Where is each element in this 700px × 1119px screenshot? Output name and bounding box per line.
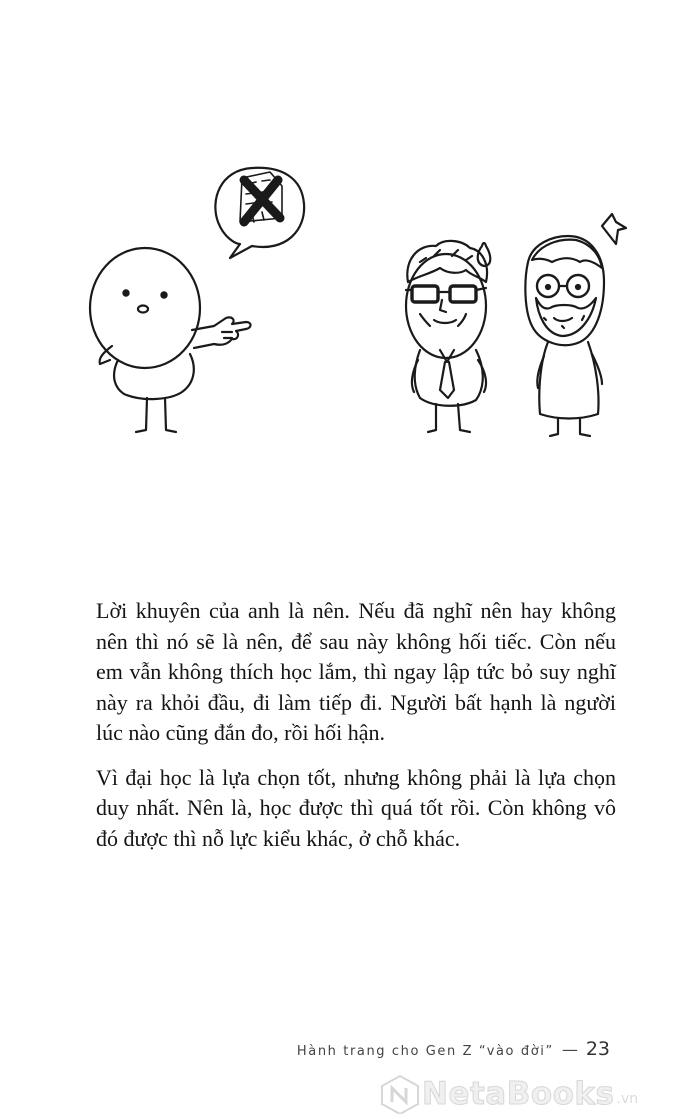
glasses-character (406, 241, 490, 432)
illustration (0, 0, 700, 460)
sweat-drop-icon (478, 243, 491, 266)
netabooks-logo-icon (378, 1074, 422, 1114)
watermark (378, 1074, 696, 1114)
crossed-out-building-icon (240, 172, 282, 222)
book-title: Hành trang cho Gen Z “vào đời” (296, 1044, 554, 1059)
beard-character (525, 214, 626, 436)
annoyance-mark-icon (602, 214, 626, 244)
watermark-tld: .vn (616, 1091, 639, 1107)
page-number: 23 (585, 1038, 610, 1060)
speech-bubble-icon (215, 168, 304, 258)
paragraph: Lời khuyên của anh là nên. Nếu đã nghĩ nên hay không nên thì nó sẽ là nên, để sau này không hối tiếc. Còn nếu em vẫn không thích học lắm, thì ngay lập tức bỏ suy nghĩ này ra khỏi đầu, đi làm tiếp đi. Người bất hạnh là người lúc nào cũng đắn đo, rồi hối hận. (96, 598, 616, 745)
footer-dash: — (561, 1040, 578, 1059)
watermark-brand: NetaBooks (422, 1076, 615, 1112)
round-character (90, 248, 251, 432)
paragraph: Vì đại học là lựa chọn tốt, nhưng không phải là lựa chọn duy nhất. Nên là, học được thì quá tốt rồi. Còn không vô đó được thì nỗ lực kiểu khác, ở chỗ khác. (96, 764, 616, 851)
body-text (96, 596, 616, 868)
page-footer (280, 1038, 610, 1060)
